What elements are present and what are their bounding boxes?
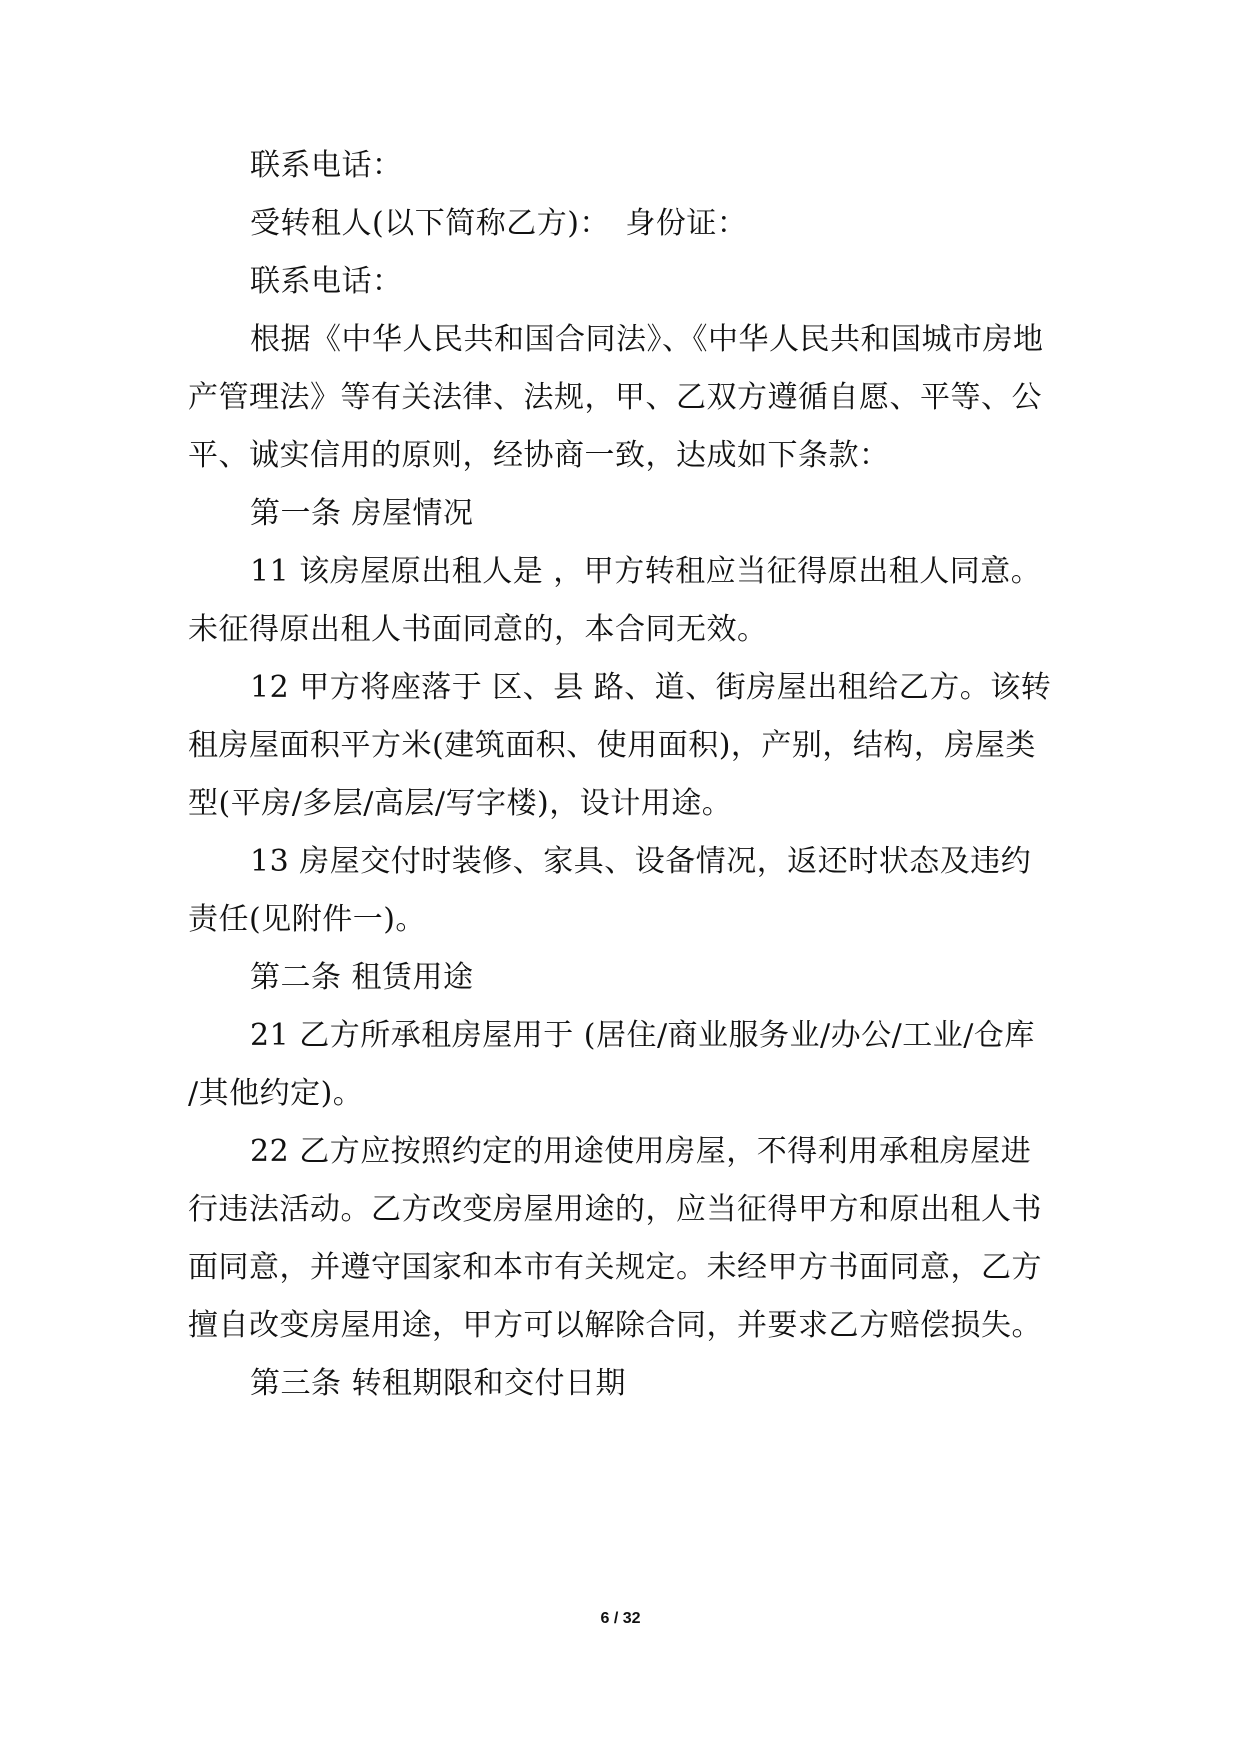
article-2-heading: 第二条 租赁用途: [250, 960, 474, 995]
contact-phone-line-1: 联系电话：: [250, 148, 403, 183]
contact-phone-line-2: 联系电话：: [250, 264, 403, 299]
preamble-line-3: 平、诚实信用的原则，经协商一致，达成如下条款：: [188, 438, 890, 473]
clause-22-line-2: 行违法活动。乙方改变房屋用途的，应当征得甲方和原出租人书: [188, 1192, 1042, 1227]
clause-11-line-2: 未征得原出租人书面同意的，本合同无效。: [188, 612, 768, 647]
clause-22-line-3: 面同意，并遵守国家和本市有关规定。未经甲方书面同意，乙方: [188, 1250, 1042, 1285]
clause-11-line-1: 11 该房屋原出租人是 ，甲方转租应当征得原出租人同意。: [250, 554, 1042, 589]
clause-22-line-1: 22 乙方应按照约定的用途使用房屋，不得利用承租房屋进: [250, 1134, 1032, 1169]
clause-13-line-1: 13 房屋交付时装修、家具、设备情况，返还时状态及违约: [250, 844, 1032, 879]
subtenant-line: 受转租人(以下简称乙方)： 身份证：: [250, 206, 748, 241]
clause-12-line-1: 12 甲方将座落于 区、县 路、道、街房屋出租给乙方。该转: [250, 670, 1052, 705]
page-number: 6 / 32: [600, 1610, 641, 1627]
article-1-heading: 第一条 房屋情况: [250, 496, 474, 531]
preamble-line-1: 根据《中华人民共和国合同法》、《中华人民共和国城市房地: [250, 322, 1044, 357]
clause-21-line-2: /其他约定)。: [188, 1076, 364, 1111]
clause-21-line-1: 21 乙方所承租房屋用于 (居住/商业服务业/办公/工业/仓库: [250, 1018, 1035, 1053]
clause-12-line-3: 型(平房/多层/高层/写字楼)，设计用途。: [188, 786, 733, 821]
clause-12-line-2: 租房屋面积平方米(建筑面积、使用面积)，产别，结构，房屋类: [188, 728, 1036, 763]
clause-22-line-4: 擅自改变房屋用途，甲方可以解除合同，并要求乙方赔偿损失。: [188, 1308, 1042, 1343]
article-3-heading: 第三条 转租期限和交付日期: [250, 1366, 627, 1401]
preamble-line-2: 产管理法》等有关法律、法规，甲、乙双方遵循自愿、平等、公: [188, 380, 1042, 415]
clause-13-line-2: 责任(见附件一)。: [188, 902, 426, 937]
